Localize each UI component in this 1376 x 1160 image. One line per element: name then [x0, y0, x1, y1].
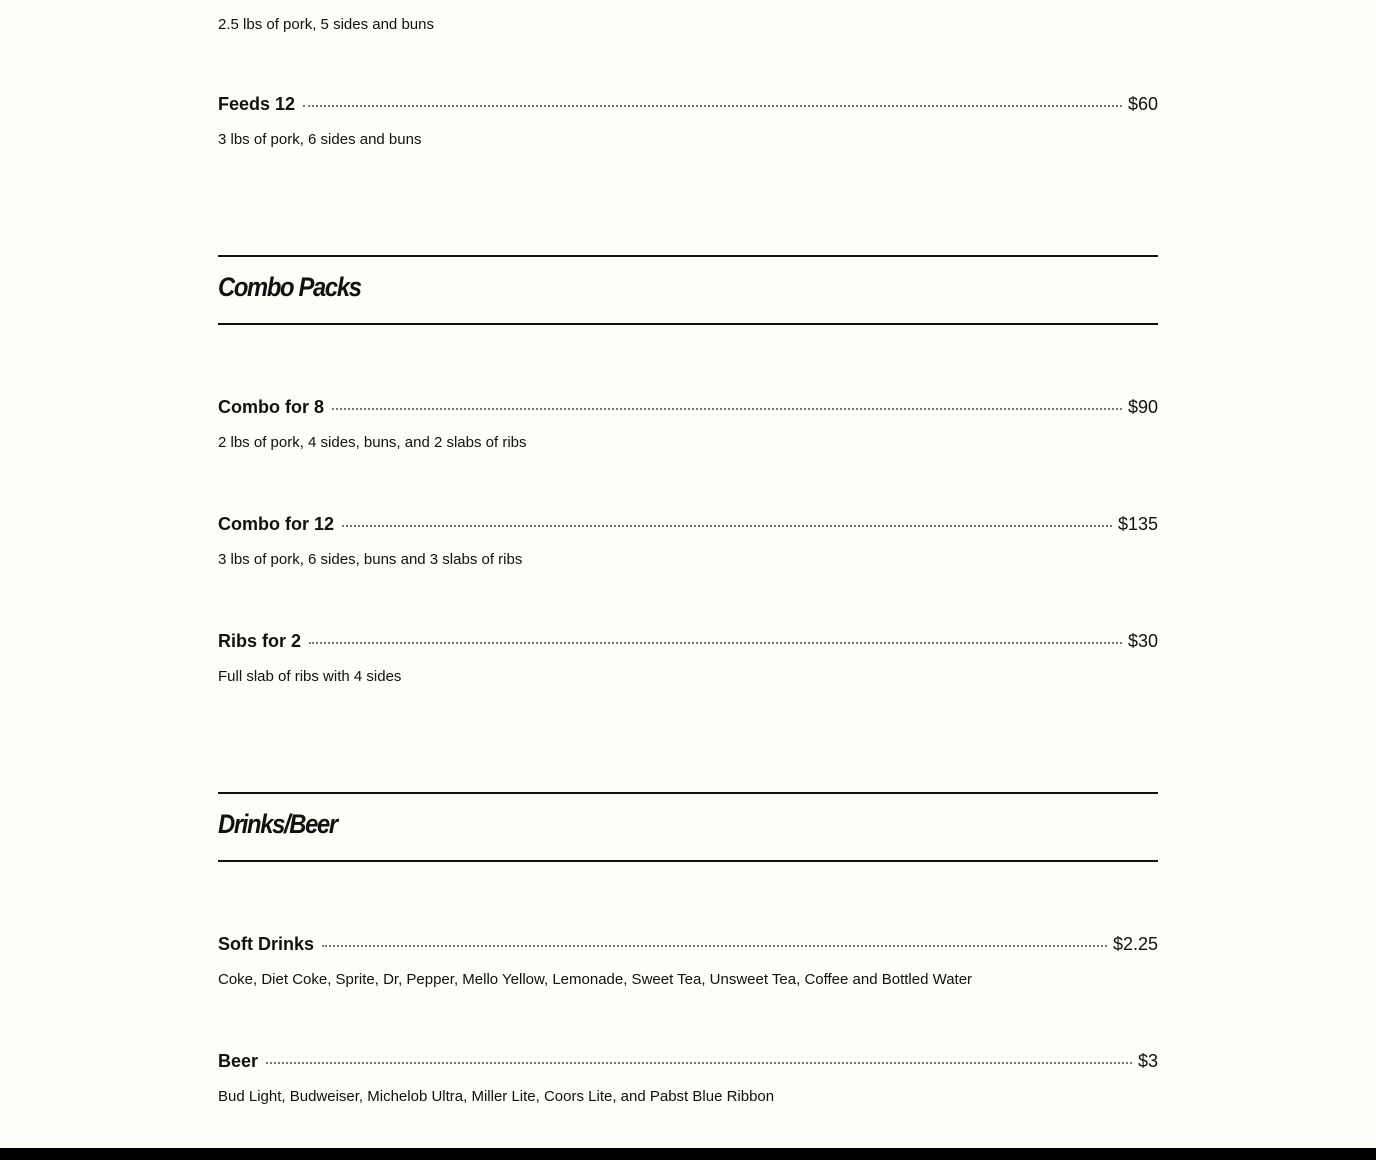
item-header: [218, 94, 1158, 118]
item-name: Combo for 8: [218, 397, 324, 417]
item-header: [218, 934, 1158, 958]
footer-bar: [0, 1148, 1376, 1160]
dot-leader: [309, 642, 1122, 644]
section-title: Combo Packs: [218, 272, 361, 302]
menu-item-combo-for-8: [218, 397, 1158, 451]
menu-item-soft-drinks: [218, 934, 1158, 988]
item-header: [218, 397, 1158, 421]
menu-item-feeds-12: [218, 94, 1158, 148]
dot-leader: [322, 945, 1107, 947]
item-price: $3: [1137, 1051, 1158, 1071]
item-price: $135: [1117, 514, 1158, 534]
section-title: Drinks/Beer: [218, 809, 337, 839]
item-description: 3 lbs of pork, 6 sides and buns: [218, 131, 422, 148]
item-description: Bud Light, Budweiser, Michelob Ultra, Miller Lite, Coors Lite, and Pabst Blue Ribbon: [218, 1088, 775, 1105]
item-name: Beer: [218, 1051, 259, 1071]
item-header: [218, 1051, 1158, 1075]
item-price: $60: [1127, 94, 1158, 114]
menu-item-feeds-10: [218, 16, 1158, 33]
item-price: $2.25: [1112, 934, 1158, 954]
item-description: 2 lbs of pork, 4 sides, buns, and 2 slabs of ribs: [218, 434, 527, 451]
item-description: Coke, Diet Coke, Sprite, Dr, Pepper, Mello Yellow, Lemonade, Sweet Tea, Unsweet Tea, Coffee and Bottled Water: [218, 971, 973, 988]
item-name: Ribs for 2: [218, 631, 302, 651]
item-header: [218, 514, 1158, 538]
section-header-drinks-beer: [218, 792, 1158, 862]
dot-leader: [332, 408, 1122, 410]
dot-leader: [303, 105, 1122, 107]
item-description: 2.5 lbs of pork, 5 sides and buns: [218, 16, 434, 33]
item-name: Soft Drinks: [218, 934, 315, 954]
dot-leader: [266, 1062, 1132, 1064]
item-description: Full slab of ribs with 4 sides: [218, 668, 402, 685]
menu-item-combo-for-12: [218, 514, 1158, 568]
item-price: $30: [1127, 631, 1158, 651]
dot-leader: [342, 525, 1112, 527]
item-price: $90: [1127, 397, 1158, 417]
item-name: Feeds 12: [218, 94, 296, 114]
item-header: [218, 631, 1158, 655]
menu-item-ribs-for-2: [218, 631, 1158, 685]
item-name: Combo for 12: [218, 514, 335, 534]
item-description: 3 lbs of pork, 6 sides, buns and 3 slabs of ribs: [218, 551, 523, 568]
section-header-combo-packs: [218, 255, 1158, 325]
menu-item-beer: [218, 1051, 1158, 1105]
